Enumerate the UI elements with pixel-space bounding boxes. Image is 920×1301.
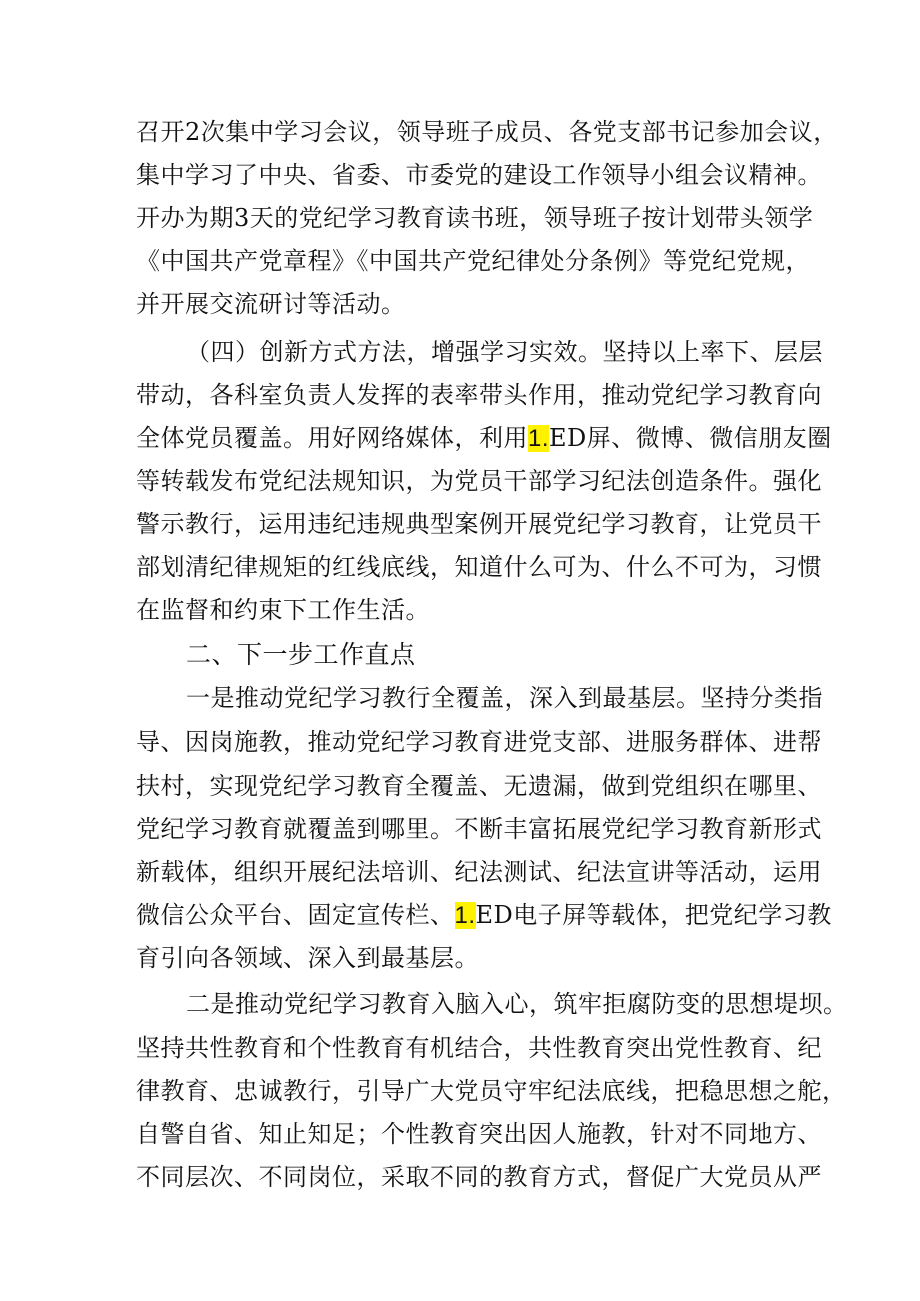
paragraph-line: 召开2次集中学习会议，领导班子成员、各党支部书记参加会议， [136,118,838,146]
paragraph-line: 坚持共性教育和个性教育有机结合，共性教育突出党性教育、纪 [136,1034,822,1062]
paragraph-line: 开办为期3天的党纪学习教育读书班，领导班子按计划带头领学 [136,204,814,232]
paragraph-line: 等转载发布党纪法规知识，为党员干部学习纪法创造条件。强化 [136,467,822,495]
paragraph-line: 扶村，实现党纪学习教育全覆盖、无遗漏，做到党组织在哪里、 [136,772,822,800]
paragraph-line: 部划清纪律规矩的红线底线，知道什么可为、什么不可为，习惯 [136,553,822,581]
paragraph-line: 律教育、忠诚教行，引导广大党员守牢纪法底线，把稳思想之舵， [136,1077,847,1105]
paragraph-line: 集中学习了中央、省委、市委党的建设工作领导小组会议精神。 [136,161,822,189]
text-segment: ED电子屏等载体，把党纪学习教 [475,901,832,929]
highlighted-text: 1. [454,902,476,929]
paragraph-line: 《中国共产党章程》《中国共产党纪律处分条例》等党纪党规， [136,247,810,275]
paragraph-line: 育引向各领域、深入到最基层。 [136,944,479,972]
paragraph-line: 不同层次、不同岗位，采取不同的教育方式，督促广大党员从严 [136,1163,822,1191]
paragraph-line: 并开展交流研讨等活动。 [136,290,406,318]
paragraph-line: 一是推动党纪学习教行全覆盖，深入到最基层。坚持分类指 [186,684,823,712]
paragraph-line: 自警自省、知止知足；个性教育突出因人施教，针对不同地方、 [136,1120,822,1148]
text-segment: 全体党员覆盖。用好网络媒体，利用 [136,424,528,452]
section-heading: 二、下一步工作直点 [186,640,416,669]
text-segment: ED屏、微博、微信朋友圈 [549,424,832,452]
highlighted-text: 1. [528,425,550,452]
paragraph-line: 新载体，组织开展纪法培训、纪法测试、纪法宣讲等活动，运用 [136,858,822,886]
paragraph-line: 二是推动党纪学习教育入脑入心，筑牢拒腐防变的思想堤坝。 [186,990,848,1018]
paragraph-line: 导、因岗施教，推动党纪学习教育进党支部、进服务群体、进帮 [136,728,822,756]
paragraph-line: （四）创新方式方法，增强学习实效。坚持以上率下、层层 [186,338,823,366]
paragraph-line: 警示教行，运用违纪违规典型案例开展党纪学习教育，让党员干 [136,510,822,538]
paragraph-line: 在监督和约束下工作生活。 [136,596,430,624]
paragraph-line: 党纪学习教育就覆盖到哪里。不断丰富拓展党纪学习教育新形式 [136,815,822,843]
text-segment: 微信公众平台、固定宣传栏、 [136,901,455,929]
paragraph-line: 带动，各科室负责人发挥的表率带头作用，推动党纪学习教育向 [136,381,822,409]
paragraph-line [136,900,832,930]
paragraph-line [136,423,832,453]
